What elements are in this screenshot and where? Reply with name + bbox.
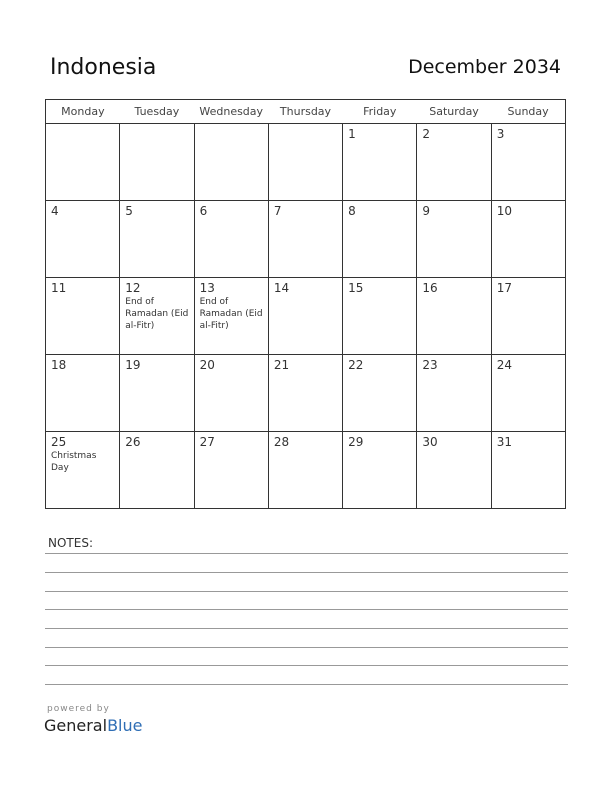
day-cell — [491, 201, 565, 278]
country-title: Indonesia — [50, 55, 157, 80]
day-cell — [46, 355, 120, 432]
notes-line — [45, 591, 568, 592]
day-number: 21 — [273, 358, 290, 372]
day-number: 30 — [422, 435, 438, 449]
holiday-label: End of Ramadan (Eid al-Fitr) — [125, 297, 189, 331]
notes-line — [45, 553, 568, 554]
day-cell — [120, 355, 194, 432]
day-number: 5 — [125, 204, 133, 218]
day-cell — [268, 124, 342, 201]
brand-logo — [44, 716, 142, 735]
day-cell — [46, 432, 120, 509]
week-row — [46, 432, 566, 509]
day-number: 29 — [348, 435, 364, 449]
weekday-header-row — [46, 100, 566, 124]
notes-line — [45, 609, 568, 610]
day-number: 3 — [496, 127, 505, 141]
day-cell — [417, 201, 491, 278]
day-cell — [268, 432, 342, 509]
day-cell — [268, 201, 342, 278]
month-year-title: December 2034 — [408, 56, 561, 78]
day-number: 22 — [348, 358, 364, 372]
calendar-grid — [45, 99, 566, 509]
brand-blue: Blue — [107, 716, 143, 735]
notes-label: NOTES: — [48, 536, 93, 550]
day-number: 7 — [273, 204, 282, 218]
day-cell — [417, 278, 491, 355]
day-number: 18 — [51, 358, 67, 372]
powered-by-text: powered by — [47, 704, 110, 714]
notes-line — [45, 572, 568, 573]
day-cell — [343, 124, 417, 201]
day-number: 14 — [273, 281, 290, 295]
day-number: 12 — [125, 281, 141, 295]
day-number: 27 — [199, 435, 215, 449]
notes-line — [45, 684, 568, 685]
day-cell — [120, 201, 194, 278]
day-number: 10 — [496, 204, 512, 218]
day-cell — [120, 124, 194, 201]
week-row — [46, 201, 566, 278]
day-cell — [268, 355, 342, 432]
notes-line — [45, 647, 568, 648]
day-number: 8 — [348, 204, 356, 218]
day-cell — [194, 124, 268, 201]
day-cell — [343, 432, 417, 509]
day-cell — [491, 278, 565, 355]
day-cell — [194, 201, 268, 278]
day-number: 6 — [199, 204, 208, 218]
notes-line — [45, 628, 568, 629]
brand-general: General — [44, 716, 108, 735]
weekday-header: Tuesday — [120, 100, 194, 124]
day-cell — [46, 278, 120, 355]
weekday-header: Friday — [343, 100, 417, 124]
day-number: 4 — [51, 204, 59, 218]
day-cell — [343, 201, 417, 278]
day-number: 20 — [199, 358, 215, 372]
day-cell — [120, 432, 194, 509]
day-number: 26 — [125, 435, 141, 449]
day-number: 31 — [496, 435, 512, 449]
day-number: 13 — [199, 281, 215, 295]
week-row — [46, 278, 566, 355]
day-cell — [343, 355, 417, 432]
day-number: 19 — [125, 358, 141, 372]
day-cell — [46, 124, 120, 201]
holiday-label: End of Ramadan (Eid al-Fitr) — [199, 297, 263, 331]
day-cell — [194, 432, 268, 509]
day-number: 9 — [422, 204, 431, 218]
day-number: 2 — [422, 127, 431, 141]
weekday-header: Thursday — [268, 100, 342, 124]
day-cell — [417, 432, 491, 509]
week-row — [46, 355, 566, 432]
day-cell — [194, 355, 268, 432]
weekday-header: Sunday — [491, 100, 565, 124]
day-number: 15 — [348, 281, 364, 295]
day-cell — [491, 355, 565, 432]
day-number: 23 — [422, 358, 438, 372]
day-cell — [268, 278, 342, 355]
weekday-header: Monday — [46, 100, 120, 124]
holiday-label: Christmas Day — [51, 451, 97, 473]
day-number: 25 — [51, 435, 67, 449]
day-number: 24 — [496, 358, 512, 372]
day-cell — [194, 278, 268, 355]
day-number: 11 — [51, 281, 67, 295]
day-cell — [343, 278, 417, 355]
day-number: 17 — [496, 281, 512, 295]
day-number: 28 — [273, 435, 290, 449]
day-number: 1 — [348, 127, 356, 141]
weekday-header: Saturday — [417, 100, 491, 124]
day-cell — [46, 201, 120, 278]
day-cell — [417, 124, 491, 201]
day-cell — [417, 355, 491, 432]
day-number: 16 — [422, 281, 438, 295]
notes-line — [45, 665, 568, 666]
day-cell — [491, 432, 565, 509]
week-row — [46, 124, 566, 201]
weekday-header: Wednesday — [194, 100, 268, 124]
day-cell — [120, 278, 194, 355]
day-cell — [491, 124, 565, 201]
